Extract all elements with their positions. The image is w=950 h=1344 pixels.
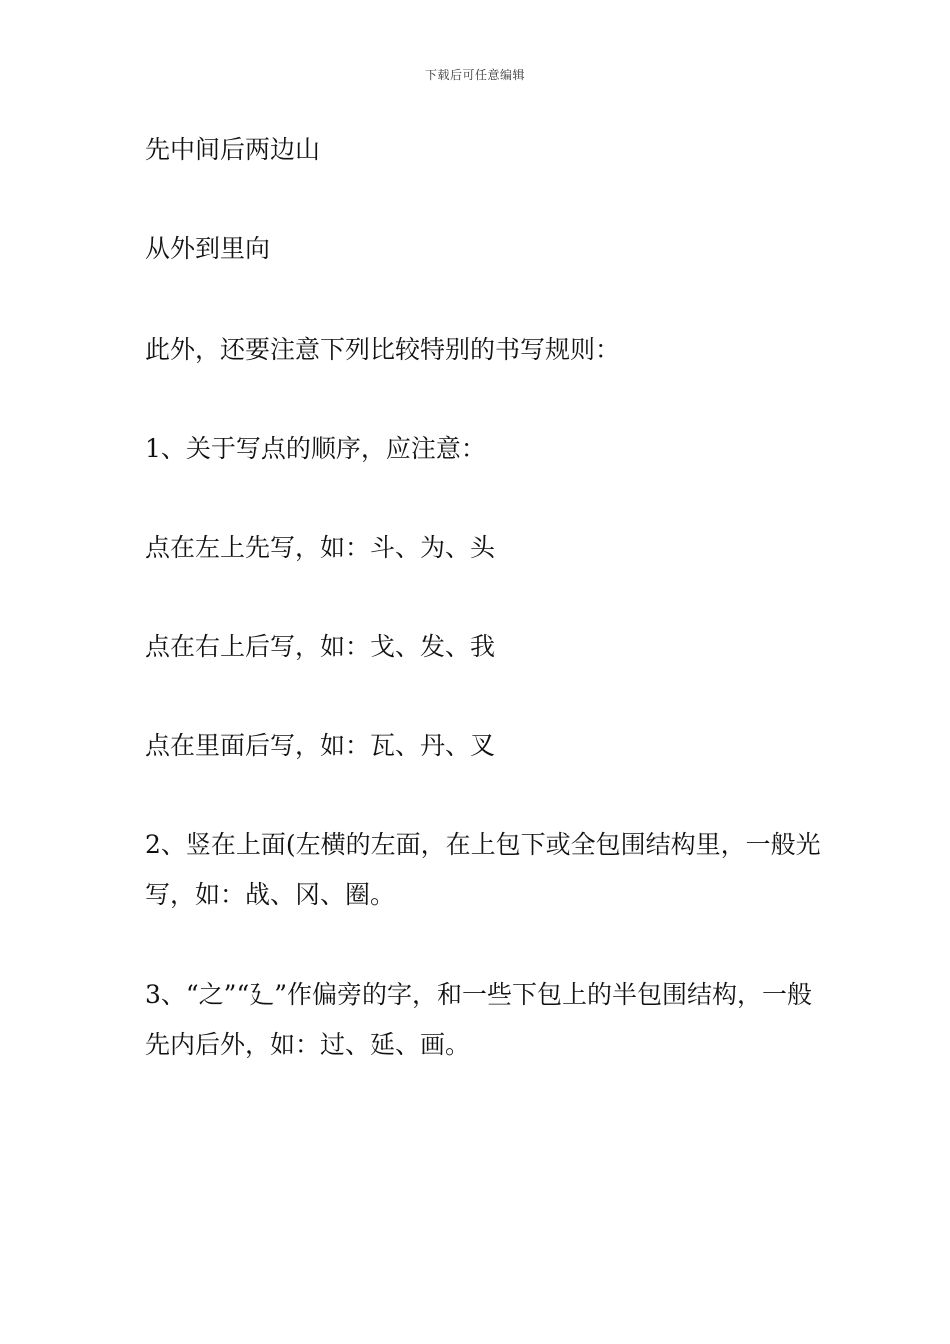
paragraph-4: 1、关于写点的顺序，应注意： (145, 434, 486, 463)
paragraph-7: 点在里面后写，如：瓦、丹、叉 (145, 731, 496, 760)
paragraph-2: 从外到里向 (145, 234, 271, 263)
paragraph-6: 点在右上后写，如：戈、发、我 (145, 632, 496, 661)
paragraph-9: 3、“之”“廴”作偏旁的字，和一些下包上的半包围结构，一般先内后外，如：过、延、画。 (145, 980, 813, 1059)
page-header: 下载后可任意编辑 (424, 68, 525, 82)
paragraph-1: 先中间后两边山 (145, 135, 321, 164)
paragraph-3: 此外，还要注意下列比较特别的书写规则： (145, 335, 621, 364)
paragraph-8: 2、竖在上面(左横的左面，在上包下或全包围结构里，一般光写，如：战、冈、圈。 (145, 830, 821, 909)
paragraph-5: 点在左上先写，如：斗、为、头 (145, 533, 496, 562)
